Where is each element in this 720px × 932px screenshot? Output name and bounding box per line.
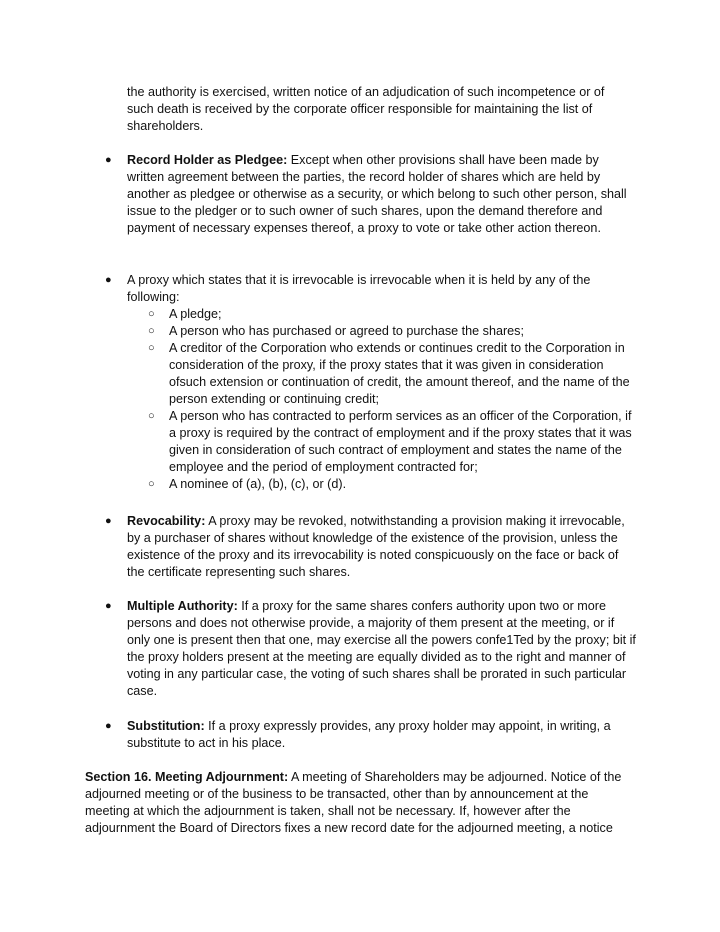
sub-list-item: ○ A person who has purchased or agreed to purchase the shares;	[148, 324, 524, 338]
circle-bullet-icon: ○	[148, 478, 155, 490]
circle-bullet-icon: ○	[148, 410, 155, 422]
intro-continuation: the authority is exercised, written notice of an adjudication of such incompetence or of such death is received by the corporate officer responsible for maintaining the list of shareholders.	[127, 85, 605, 133]
section-16-text: A meeting of Shareholders may be adjourned. Notice of the adjourned meeting or of the business to be transacted, other than by announcement at the meeting at which the adjournment is taken, shall not be necessary. If, however after the adjournment the Board of Directors fixes a new record date for the adjourned meeting, a notice	[85, 770, 622, 835]
bullet-icon: ●	[105, 600, 112, 612]
section-16-title: Section 16. Meeting Adjournment:	[85, 770, 289, 784]
sub-list-item: ○ A person who has contracted to perform services as an officer of the Corporation, if a proxy is required by the contract of employment and if the proxy states that it was given in consideration of such contract of employment and states the name of the employee and the period of employment contracted for;	[148, 409, 632, 474]
bullet-irrevocable	[105, 272, 637, 493]
substitution-text: If a proxy expressly provides, any proxy holder may appoint, in writing, a substitute to act in his place.	[127, 719, 611, 750]
substitution-title: Substitution:	[127, 719, 205, 733]
bullet-icon: ●	[105, 274, 112, 286]
bullet-substitution	[105, 718, 632, 752]
record-holder-text: Except when other provisions shall have been made by written agreement between the parties, the record holder of shares which are held by another as pledgee or otherwise as a security, or which belong to such other person, shall issue to the pledger or to such owner of such shares, upon the demand therefore and payment of necessary expenses thereof, a proxy to vote or take other action thereon.	[127, 153, 627, 235]
bullet-icon: ●	[105, 154, 112, 166]
circle-bullet-icon: ○	[148, 308, 155, 320]
bullet-record-holder	[105, 152, 632, 237]
multiple-authority-text: If a proxy for the same shares confers authority upon two or more persons and does not otherwise provide, a majority of them present at the meeting, or if only one is present then that one, may exercise all the powers confe1Ted by the proxy; bit if the proxy holders present at the meeting are equally divided as to the right and manner of voting in any particular case, the voting of such shares shall be prorated in such particular case.	[127, 599, 636, 698]
revocability-text: A proxy may be revoked, notwithstanding a provision making it irrevocable, by a purchaser of shares without knowledge of the existence of the provision, unless the existence of the proxy and its irrevocability is noted conspicuously on the face or back of the certificate representing such shares.	[127, 514, 625, 579]
sub-list-item: ○ A nominee of (a), (b), (c), or (d).	[148, 477, 347, 491]
revocability-title: Revocability:	[127, 514, 206, 528]
record-holder-title: Record Holder as Pledgee:	[127, 153, 288, 167]
bullet-icon: ●	[105, 720, 112, 732]
sub-list-item: ○ A creditor of the Corporation who extends or continues credit to the Corporation in consideration of the proxy, if the proxy states that it was given in consideration ofsuch extension or continuation of credit, the amount thereof, and the name of the person extending or continuing credit;	[148, 341, 630, 406]
sub-list-item: ○ A pledge;	[148, 307, 222, 321]
circle-bullet-icon: ○	[148, 342, 155, 354]
section-16-paragraph	[85, 769, 635, 837]
circle-bullet-icon: ○	[148, 325, 155, 337]
bullet-icon: ●	[105, 515, 112, 527]
irrevocable-text: A proxy which states that it is irrevocable is irrevocable when it is held by any of the following:	[127, 273, 591, 304]
bullet-revocability	[105, 513, 632, 581]
bullet-multiple-authority	[105, 598, 637, 700]
multiple-authority-title: Multiple Authority:	[127, 599, 238, 613]
